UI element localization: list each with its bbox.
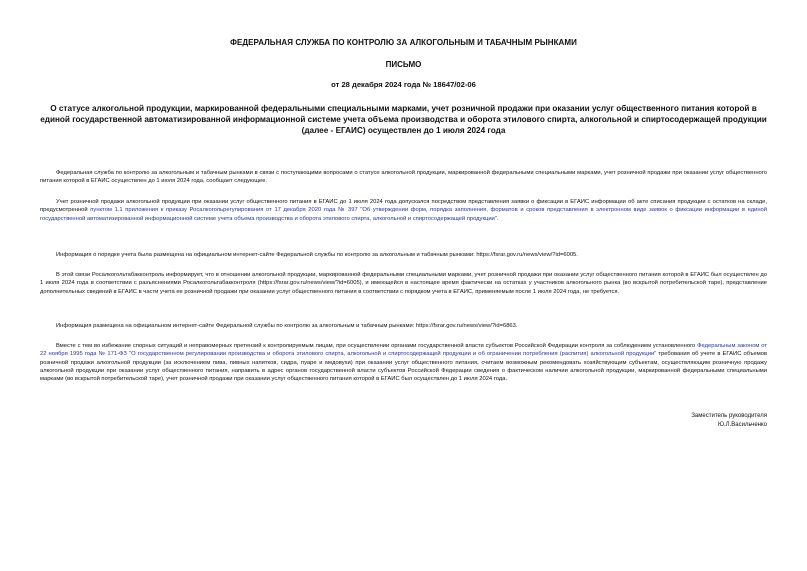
document-date-number: от 28 декабря 2024 года № 18647/02-06 [331, 80, 476, 89]
paragraph-5: Информация размещена на официальном интернет-сайте Федеральной службы по контролю за алкогольным и табачным рынками: https://fsrar.gov.ru/news/view/?id=6863. [56, 323, 518, 329]
signatory-position: Заместитель руководителя [691, 413, 767, 419]
federal-law-171-link[interactable]: Федеральным законом от 22 ноября 1995 года № 171-ФЗ "О государственном регулировании производства и оборота этилового спирта, алкогольной и спиртосодержащей продукции и об ограничении потребления (распития) алкогольной продукции" [40, 343, 767, 358]
paragraph-6-text-a: Вместе с тем во избежание спорных ситуаций и неправомерных претензий к контролируемым лицам, при осуществлении органами государственной власти субъектов Российской Федерации контроля за соблюдением установленного [56, 343, 698, 349]
paragraph-6 [40, 342, 767, 383]
order-397-link[interactable]: пунктом 1.1 приложения к приказу Росалкогольрегулирования от 17 декабря 2020 года № 397 "Об утверждении форм, порядка заполнения, форматов и сроков представления в электронном виде заявок о фиксации информации в единой государственной автоматизированной информационной системе учета объема производства и оборота этилового спирта, алкогольной и спиртосодержащей продукции" [40, 207, 768, 222]
paragraph-2-text-b: . [496, 215, 499, 222]
document-type: ПИСЬМО [385, 60, 422, 69]
paragraph-1: Федеральная служба по контролю за алкогольным и табачным рынками в связи с поступающими вопросами о статусе алкогольной продукции, маркированной федеральными специальными марками, учет розничной продажи при оказании услуг общественного питания которой в ЕГАИС осуществлен до 1 июля 2024 года, сообщает следующее. [40, 170, 767, 185]
agency-title: ФЕДЕРАЛЬНАЯ СЛУЖБА ПО КОНТРОЛЮ ЗА АЛКОГОЛЬНЫМ И ТАБАЧНЫМ РЫНКАМИ [230, 38, 577, 47]
paragraph-6-text-b: требования об учете в ЕГАИС объемов розничной продажи алкогольной продукции (за исключением пива, пивных напитков, сидра, пуаре и медовухи) при оказании услуг общественного питания, считаем возможным рекомендовать хозяйствующим субъектам, осуществляющим розничную продажу алкогольной продукции при оказании услуг общественного питания, направить в адрес органов государственной власти субъектов Российской Федерации сведения о фактическом наличии алкогольной продукции, маркированной федеральными специальными марками (во вскрытой потребительской таре), учет розничной продажи при оказании услуг общественного питания которой в ЕГАИС был осуществлен до 1 июля 2024 года. [40, 351, 767, 383]
signature-block [691, 412, 767, 429]
paragraph-3: Информация о порядке учета была размещена на официальном интернет-сайте Федеральной службы по контролю за алкогольным и табачным рынками: https://fsrar.gov.ru/news/view/?id=6005. [56, 252, 578, 258]
paragraph-2-text-a: Учет розничной продажи алкогольной продукции при оказании услуг общественного питания в ЕГАИС до 1 июля 2024 года допускался посредством представления заявки о фиксации в ЕГАИС информации об акте списания продукции с остатков на складе, предусмотренной [40, 199, 767, 214]
paragraph-4: В этой связи Росалкогольтабакконтроль информирует, что в отношении алкогольной продукции, маркированной федеральными специальными марками, учет розничной продажи при оказании услуг общественного питания которой в ЕГАИС был осуществлен до 1 июля 2024 года в соответствии с разъяснениями Росалкогольтабакконтроля (https://fsrar.gov.ru/news/view/?id=6005), и имеющейся в настоящее время фактически на остатках у участников алкогольного рынка (во вскрытой потребительской таре), представление дополнительных сведений в ЕГАИС в части учета ее розничной продажи при оказании услуг общественного питания в соответствии с порядком учета в ЕГАИС, применяемым после 1 июля 2024 года, не требуется. [40, 272, 767, 295]
paragraph-2 [40, 198, 767, 223]
document-subject: О статусе алкогольной продукции, маркированной федеральными специальными марками, учет розничной продажи при оказании услуг общественного питания которой в единой государственной автоматизированной информационной системе учета объема производства и оборота этилового спирта, алкогольной и спиртосодержащей продукции (далее - ЕГАИС) осуществлен до 1 июля 2024 года [40, 104, 767, 135]
signatory-name: Ю.Л.Васильченко [717, 421, 767, 428]
